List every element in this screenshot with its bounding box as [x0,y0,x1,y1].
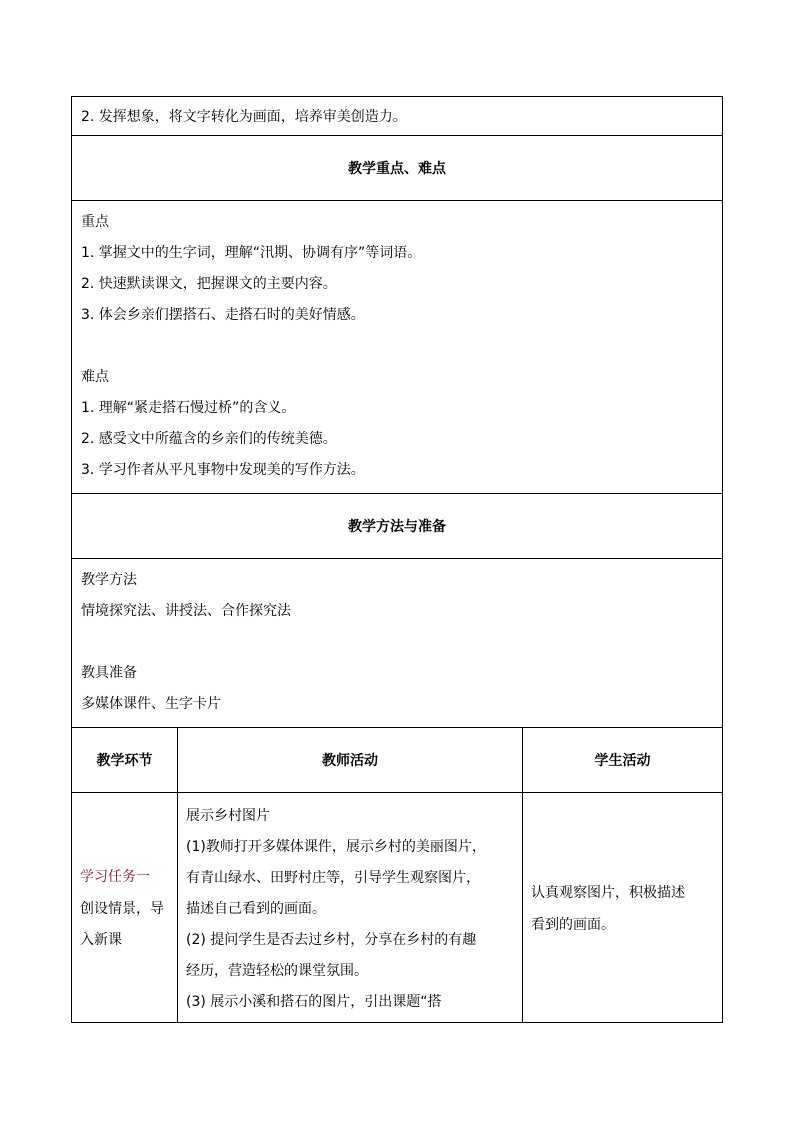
method-heading: 教学方法与准备 [72,494,723,559]
key-points-label: 重点 [81,214,109,230]
activity-row [72,793,723,1023]
teacher-activity-line: (3) 展示小溪和搭石的图片，引出课题“搭 [186,994,442,1010]
spacer [81,331,712,362]
teaching-method-label: 教学方法 [81,572,137,588]
student-activity-cell [523,793,723,1023]
difficult-point-item: 2. 感受文中所蕴含的乡亲们的传统美德。 [81,431,337,447]
lesson-plan-page [71,96,722,1023]
student-activity-line: 认真观察图片，积极描述 [531,885,685,901]
goal-line: 2. 发挥想象，将文字转化为画面，培养审美创造力。 [72,97,723,136]
stage-task-label: 学习任务一 [80,869,150,886]
teacher-activity-line: 经历，营造轻松的课堂氛围。 [186,963,368,979]
stage-cell [72,793,178,1023]
stage-title-line: 入新课 [80,932,122,949]
key-difficult-row [72,201,723,494]
key-point-item: 1. 掌握文中的生字词，理解“汛期、协调有序”等词语。 [81,245,422,261]
difficult-point-item: 1. 理解“紧走搭石慢过桥”的含义。 [81,400,296,416]
teacher-activity-line: 描述自己看到的画面。 [186,901,326,917]
teacher-activity-line: 有青山绿水、田野村庄等，引导学生观察图片， [186,870,480,886]
method-row [72,559,723,728]
header-stage: 教学环节 [72,728,178,793]
key-point-item: 3. 体会乡亲们摆搭石、走搭石时的美好情感。 [81,307,365,323]
key-difficult-heading-row [72,136,723,201]
teaching-tools-label: 教具准备 [81,665,137,681]
teaching-method-text: 情境探究法、讲授法、合作探究法 [81,603,291,619]
difficult-points-label: 难点 [81,369,109,385]
goal-row [72,97,723,136]
teacher-activity-line: (2) 提问学生是否去过乡村，分享在乡村的有趣 [186,932,477,948]
stage-title-line: 创设情景，导 [80,900,164,917]
teacher-activity-cell [178,793,523,1023]
key-point-item: 2. 快速默读课文，把握课文的主要内容。 [81,276,337,292]
header-student-activity: 学生活动 [523,728,723,793]
lesson-plan-table [71,96,723,1023]
teaching-tools-text: 多媒体课件、生字卡片 [81,696,221,712]
student-activity-line: 看到的画面。 [531,916,615,933]
spacer [81,627,712,658]
difficult-point-item: 3. 学习作者从平凡事物中发现美的写作方法。 [81,462,365,478]
header-teacher-activity: 教师活动 [178,728,523,793]
teacher-activity-line: 展示乡村图片 [186,808,270,824]
key-difficult-content [72,201,723,494]
teacher-activity-line: (1)教师打开多媒体课件，展示乡村的美丽图片， [186,839,486,855]
method-heading-row [72,494,723,559]
key-difficult-heading: 教学重点、难点 [72,136,723,201]
method-content [72,559,723,728]
activity-header-row [72,728,723,793]
